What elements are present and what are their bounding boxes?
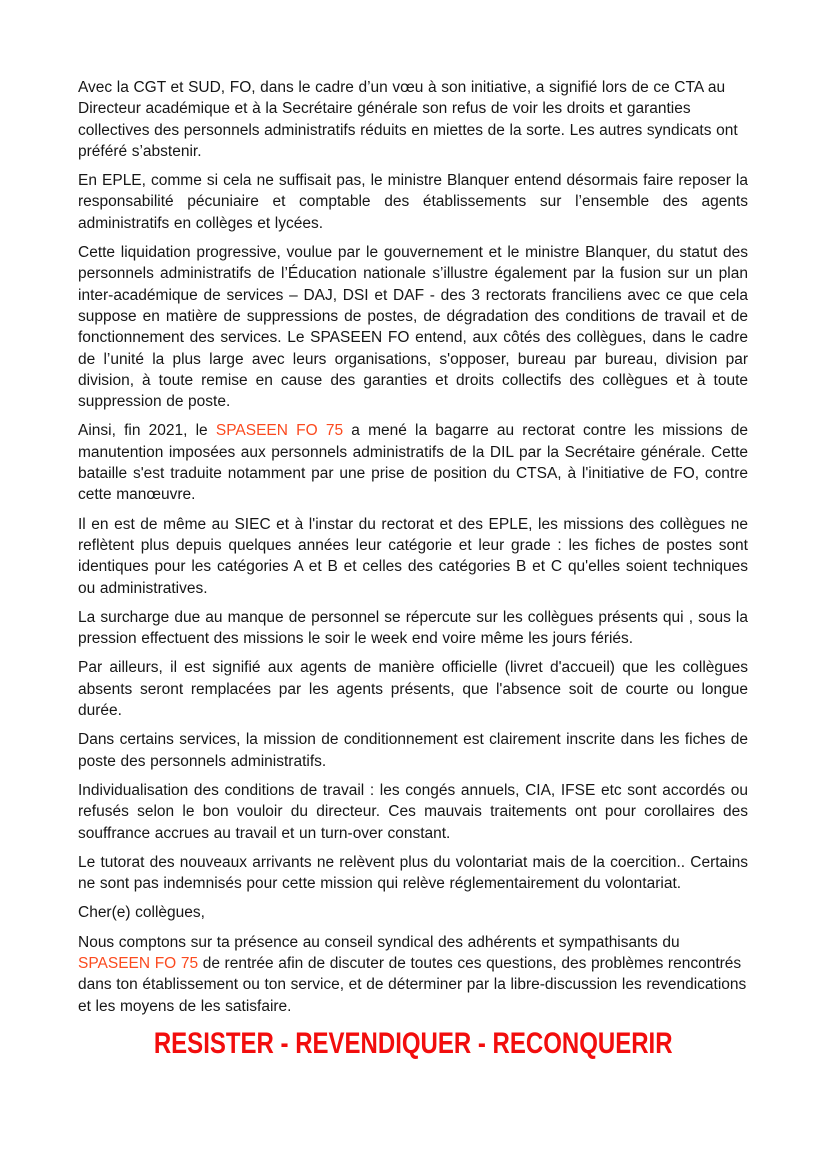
body-text-segment: Nous comptons sur ta présence au conseil syndical des adhérents et sympathisants du <box>78 933 680 951</box>
body-text-segment: La surcharge due au manque de personnel se répercute sur les collègues présents qui , sous la pression effectuent des missions le soir le week end voire même les jours fériés. <box>78 608 748 648</box>
slogan-text: RESISTER - REVENDIQUER - RECONQUERIR <box>153 1026 673 1060</box>
body-text-segment: Individualisation des conditions de travail : les congés annuels, CIA, IFSE etc sont accordés ou refusés selon le bon vouloir du directeur. Ces mauvais traitements ont pour corollaires des souffrance accrues au travail et un turn-over constant. <box>78 781 748 842</box>
paragraph <box>78 902 748 923</box>
paragraph <box>78 242 748 412</box>
body-text-segment: Dans certains services, la mission de conditionnement est clairement inscrite dans les fiches de poste des personnels administratifs. <box>78 731 748 770</box>
body-text-segment: Le tutorat des nouveaux arrivants ne relèvent plus du volontariat mais de la coercition.. Certains ne sont pas indemnisés pour cette mission qui relève réglementairement du volontariat. <box>78 853 748 893</box>
paragraph-list <box>78 77 748 1017</box>
body-text-segment: Ainsi, fin 2021, le <box>78 422 216 440</box>
body-text-segment: Il en est de même au SIEC et à l'instar du rectorat et des EPLE, les missions des collègues ne reflètent plus depuis quelques années leur catégorie et leur grade : les fiches de postes sont identiques pour les catégories A et B et celles des catégories B et C qu'elles soient techniques ou administratives. <box>78 515 748 597</box>
paragraph <box>78 729 748 772</box>
paragraph <box>78 420 748 505</box>
paragraph <box>78 514 748 599</box>
body-text-segment: Cher(e) collègues, <box>78 904 205 922</box>
paragraph <box>78 852 748 895</box>
body-text-segment: de rentrée afin de discuter de toutes ces questions, des problèmes rencontrés dans ton établissement ou ton service, et de déterminer par la libre-discussion les revendications et les moyens de les satisfaire. <box>78 954 747 1015</box>
paragraph <box>78 607 748 650</box>
body-text-segment: Avec la CGT et SUD, FO, dans le cadre d’un vœu à son initiative, a signifié lors de ce CTA au Directeur académique et à la Secrétaire générale son refus de voir les droits et garanties collectives des personnels administratifs réduits en miettes de la sorte. Les autres syndicats ont préféré s’abstenir. <box>78 79 738 160</box>
slogan-banner <box>78 1027 748 1061</box>
paragraph <box>78 170 748 234</box>
paragraph <box>78 932 748 1017</box>
body-text-segment: a mené la bagarre au rectorat contre les missions de manutention imposées aux personnels administratifs de la DIL par la Secrétaire générale. Cette bataille s'est traduite notamment par une prise de position du CTSA, à l'initiative de FO, contre cette manœuvre. <box>78 422 748 504</box>
body-text-segment: En EPLE, comme si cela ne suffisait pas, le ministre Blanquer entend désormais faire reposer la responsabilité pécuniaire et comptable des établissements sur l’ensemble des agents administratifs en collèges et lycées. <box>78 172 748 232</box>
paragraph <box>78 657 748 721</box>
body-text-segment: Cette liquidation progressive, voulue par le gouvernement et le ministre Blanquer, du statut des personnels administratifs de l’Éducation nationale s’illustre également par la fusion sur un plan inter-académique de services – DAJ, DSI et DAF - des 3 rectorats franciliens avec ce que cela suppose en matière de suppressions de postes, de dégradation des conditions de travail et de fonctionnement des services. Le SPASEEN FO entend, aux côtés des collègues, dans le cadre de l’unité la plus large avec leurs organisations, s'opposer, bureau par bureau, division par division, à toute remise en cause des garanties et droits collectifs des collègues et à toute suppression de poste. <box>78 244 748 411</box>
highlight-text: SPASEEN FO 75 <box>78 954 199 972</box>
highlight-text: SPASEEN FO 75 <box>215 422 344 440</box>
body-text-segment: Par ailleurs, il est signifié aux agents de manière officielle (livret d'accueil) que les collègues absents seront remplacées par les agents présents, que l'absence soit de courte ou longue durée. <box>78 659 748 720</box>
paragraph <box>78 780 748 844</box>
document-body <box>78 77 748 1061</box>
paragraph <box>78 77 748 162</box>
